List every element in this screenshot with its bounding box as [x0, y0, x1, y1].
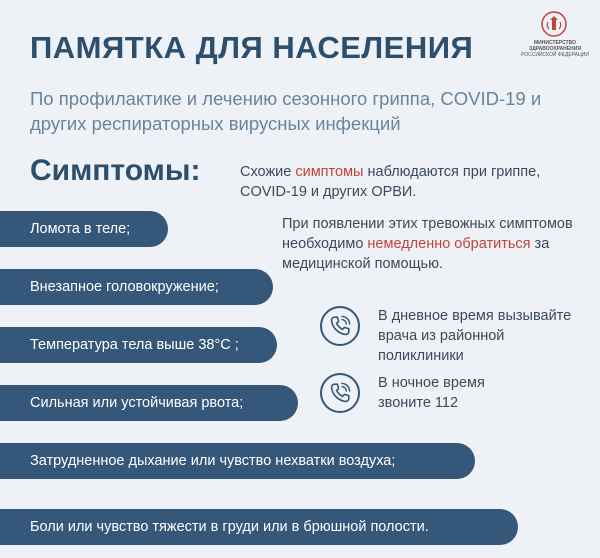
night-contact — [320, 373, 518, 413]
phone-icon — [320, 306, 360, 346]
phone-icon — [320, 373, 360, 413]
similar-symptoms-note — [240, 162, 580, 202]
alert-text-start: При появлении этих тревожных симптомов необходимо — [282, 216, 573, 252]
similar-text-accent: симптомы — [295, 164, 364, 180]
logo-line-3: РОССИЙСКОЙ ФЕДЕРАЦИИ — [521, 52, 589, 58]
alert-text-accent: немедленно обратиться — [367, 236, 531, 252]
alert-note — [282, 214, 592, 274]
logo-line-1: МИНИСТЕРСТВО — [534, 40, 576, 46]
similar-text-end: наблюдаются при гриппе, COVID-19 и других ОРВИ. — [240, 164, 541, 200]
symptom-item: Ломота в теле; — [0, 211, 168, 247]
symptom-item: Боли или чувство тяжести в груди или в брюшной полости. — [0, 509, 518, 545]
ministry-logo — [520, 10, 590, 64]
similar-text-start: Схожие — [240, 164, 296, 180]
alert-text-end: за медицинской помощью. — [282, 236, 550, 272]
symptoms-heading: Симптомы: — [30, 154, 201, 187]
logo-line-2: ЗДРАВООХРАНЕНИЯ — [529, 46, 581, 52]
page-subtitle: По профилактике и лечению сезонного гриппа, COVID-19 и других респираторных вирусных инфекций — [30, 88, 542, 134]
logo-text — [520, 40, 590, 58]
day-contact — [320, 306, 588, 366]
symptom-item: Внезапное головокружение; — [0, 269, 273, 305]
symptom-item: Сильная или устойчивая рвота; — [0, 385, 298, 421]
page-title: ПАМЯТКА ДЛЯ НАСЕЛЕНИЯ — [30, 30, 474, 65]
symptom-item: Температура тела выше 38°С ; — [0, 327, 277, 363]
emblem-icon — [540, 10, 568, 38]
day-contact-text: В дневное время вызывайте врача из районной поликлиники — [378, 308, 572, 364]
symptom-item: Затрудненное дыхание или чувство нехватки воздуха; — [0, 443, 475, 479]
night-contact-text: В ночное время звоните 112 — [378, 375, 485, 411]
